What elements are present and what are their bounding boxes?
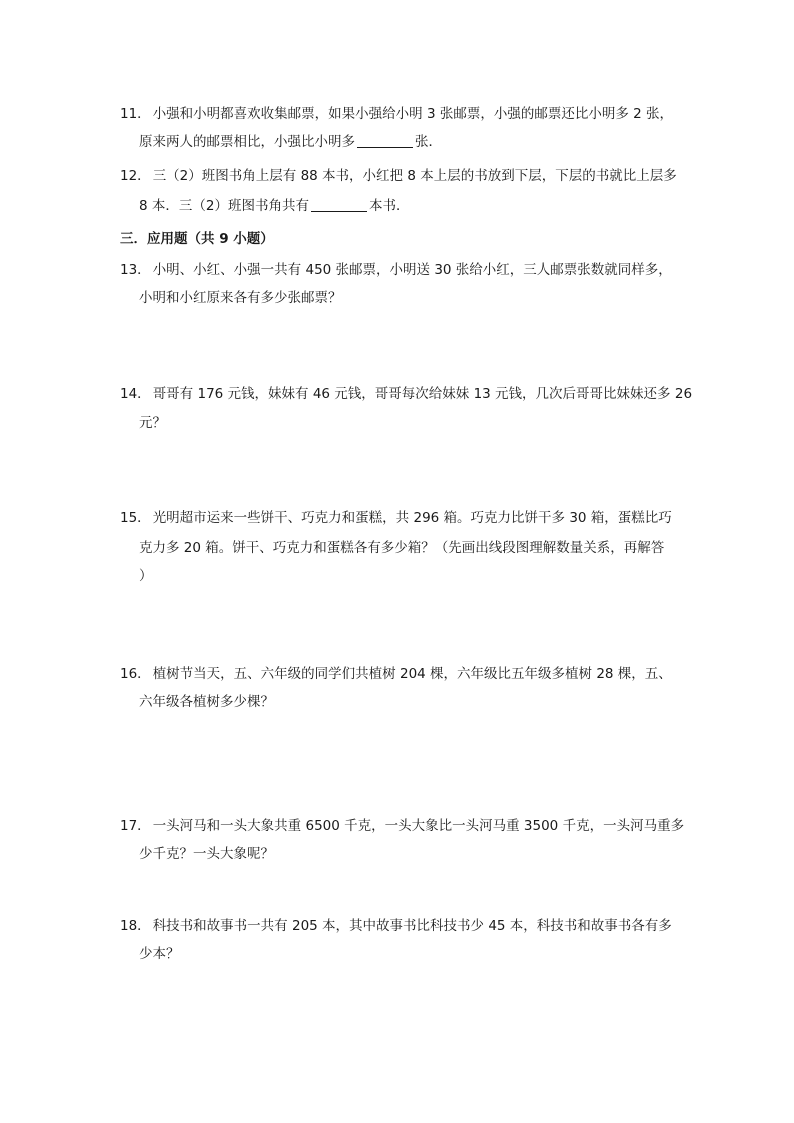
question-13-line-2 — [139, 288, 342, 308]
question-text: 六年级各植树多少棵？ — [139, 694, 274, 710]
question-16-line-1 — [120, 664, 672, 684]
question-number: 11． — [120, 106, 151, 122]
question-12-line-2 — [139, 196, 409, 216]
question-text: 科技书和故事书一共有 205 本，其中故事书比科技书少 45 本，科技书和故事书各有多 — [152, 918, 672, 934]
answer-blank[interactable] — [311, 197, 367, 212]
question-number: 13． — [120, 262, 151, 278]
question-number: 17． — [120, 818, 151, 834]
question-11-line-2 — [139, 132, 442, 152]
question-text: 小强和小明都喜欢收集邮票，如果小强给小明 3 张邮票，小强的邮票还比小明多 2 张， — [152, 106, 674, 122]
question-text: 8 本．三（2）班图书角共有 — [139, 198, 309, 214]
question-text: 哥哥有 176 元钱，妹妹有 46 元钱，哥哥每次给妹妹 13 元钱，几次后哥哥比妹妹还多 26 — [152, 386, 693, 402]
question-text: 张． — [415, 134, 442, 150]
question-18-line-2 — [139, 944, 180, 964]
question-18-line-1 — [120, 916, 672, 936]
question-12-line-1 — [120, 166, 677, 186]
question-text: 本书． — [368, 198, 410, 214]
question-text: 小明和小红原来各有多少张邮票？ — [139, 290, 342, 306]
question-text: 三（2）班图书角上层有 88 本书，小红把 8 本上层的书放到下层，下层的书就比上层多 — [152, 168, 677, 184]
question-15-line-2 — [139, 538, 664, 558]
question-text: 原来两人的邮票相比，小强比小明多 — [139, 134, 355, 150]
question-text: 克力多 20 箱。饼干、巧克力和蛋糕各有多少箱？（先画出线段图理解数量关系，再解答 — [139, 540, 665, 556]
question-text: 一头河马和一头大象共重 6500 千克，一头大象比一头河马重 3500 千克，一头河马重多 — [152, 818, 685, 834]
question-text: 光明超市运来一些饼干、巧克力和蛋糕，共 296 箱。巧克力比饼干多 30 箱，蛋糕比巧 — [152, 510, 672, 526]
question-13-line-1 — [120, 260, 672, 280]
section-title: 三．应用题（共 9 小题） — [120, 231, 274, 247]
question-11-line-1 — [120, 104, 673, 124]
question-number: 12． — [120, 168, 151, 184]
question-text: 植树节当天，五、六年级的同学们共植树 204 棵，六年级比五年级多植树 28 棵，五、 — [152, 666, 672, 682]
question-17-line-2 — [139, 844, 274, 864]
question-text: 少千克？一头大象呢？ — [139, 846, 274, 862]
question-text: ） — [139, 568, 153, 584]
question-text: 小明、小红、小强一共有 450 张邮票，小明送 30 张给小红，三人邮票张数就同样多， — [152, 262, 672, 278]
question-14-line-2 — [139, 413, 166, 433]
question-15-line-1 — [120, 508, 672, 528]
question-text: 少本？ — [139, 946, 180, 962]
question-number: 18． — [120, 918, 151, 934]
question-15-line-3 — [139, 566, 153, 586]
question-number: 15． — [120, 510, 151, 526]
question-number: 14． — [120, 386, 151, 402]
question-14-line-1 — [120, 384, 692, 404]
question-16-line-2 — [139, 692, 274, 712]
question-text: 元？ — [139, 415, 166, 431]
answer-blank[interactable] — [357, 133, 413, 148]
question-17-line-1 — [120, 816, 684, 836]
question-number: 16． — [120, 666, 151, 682]
